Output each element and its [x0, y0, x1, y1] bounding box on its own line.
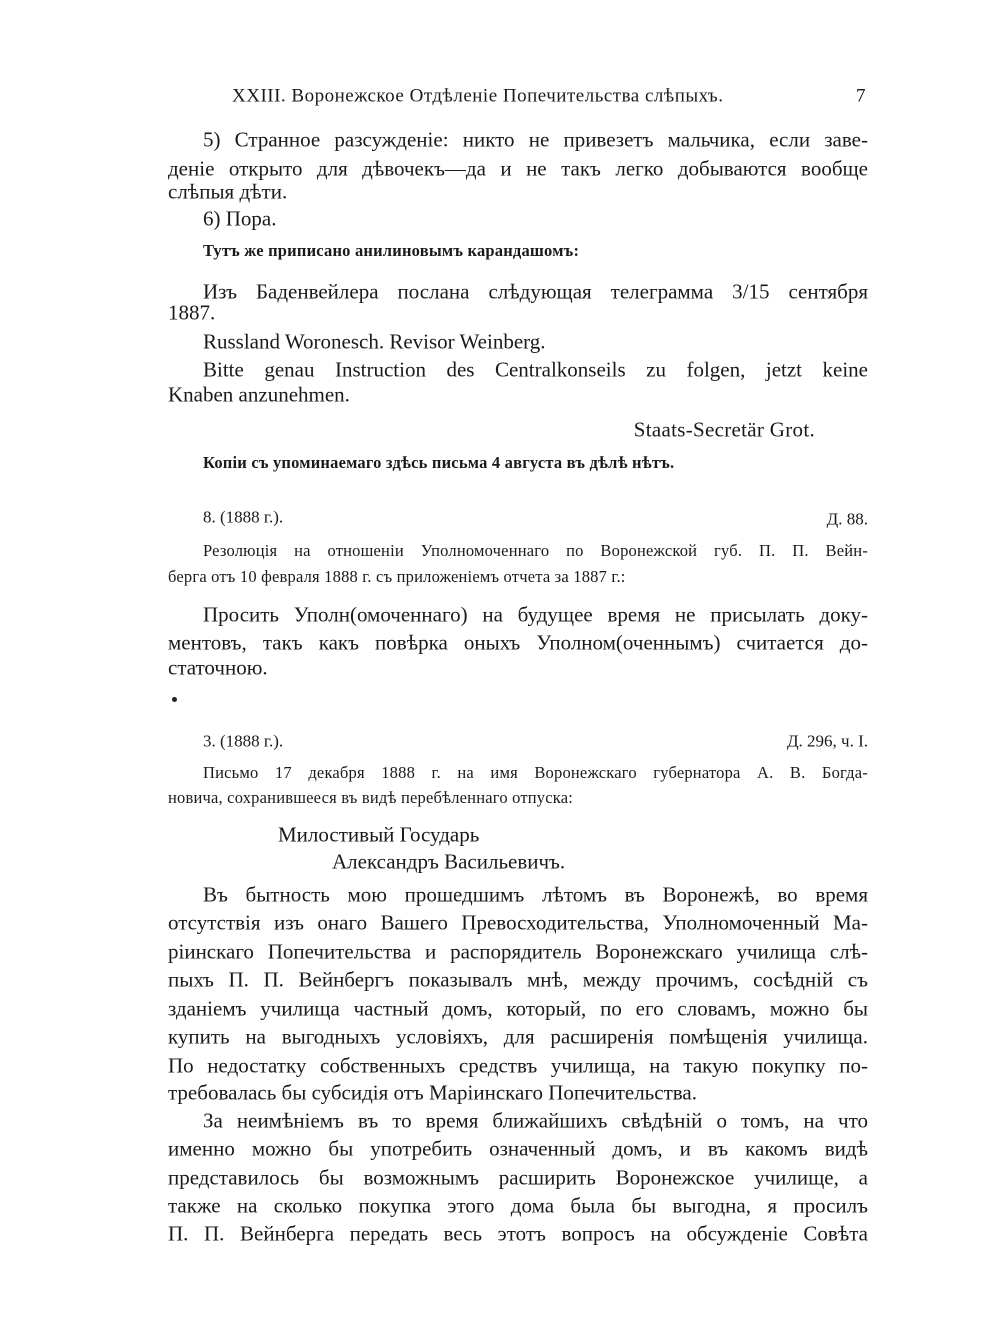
doc-description-line: новича, сохранившееся въ видѣ перебѣленнаго отпуска:: [168, 787, 574, 807]
telegram-intro-line: 1887.: [168, 300, 216, 325]
letter-line: купить на выгодныхъ условіяхъ, для расширенія помѣщенія училища.: [168, 1024, 868, 1049]
telegram-address: Russland Woronesch. Revisor Weinberg.: [203, 329, 546, 354]
salutation-line: Милостивый Государь: [278, 822, 480, 847]
letter-line: также на сколько покупка этого дома была бы выгодна, я просилъ: [168, 1193, 868, 1218]
letter-line: представилось бы возможнымъ расширить Воронежское училище, а: [168, 1165, 868, 1190]
note5-line: 5) Странное разсужденіе: никто не привезетъ мальчика, если заве-: [203, 127, 868, 152]
telegram-signature: Staats-Secretär Grot.: [633, 417, 815, 442]
letter-line: За неимѣніемъ въ то время ближайшихъ свѣдѣній о томъ, на что: [203, 1108, 868, 1133]
telegram-body-line: Knaben anzunehmen.: [168, 382, 350, 407]
salutation-line: Александръ Васильевичъ.: [332, 849, 566, 874]
ink-speck: [172, 697, 177, 702]
letter-line: именно можно бы употребить означенный домъ, и въ какомъ видѣ: [168, 1136, 868, 1161]
copies-note: Копіи съ упоминаемаго здѣсь письма 4 августа въ дѣлѣ нѣтъ.: [203, 452, 675, 472]
doc-number: 8. (1888 г.).: [203, 507, 284, 527]
letter-line: ріинскаго Попечительства и распорядитель Воронежскаго училища слѣ-: [168, 939, 868, 964]
doc-text-line: Просить Уполн(омоченнаго) на будущее время не присылать доку-: [203, 602, 868, 627]
note6: 6) Пора.: [203, 206, 277, 231]
letter-line: Въ бытность мою прошедшимъ лѣтомъ въ Воронежѣ, во время: [203, 882, 868, 907]
doc-description-line: Письмо 17 декабря 1888 г. на имя Воронежскаго губернатора А. В. Богда-: [203, 762, 868, 782]
doc-file-reference: Д. 296, ч. I.: [786, 731, 868, 751]
letter-line: П. П. Вейнберга передать весь этотъ вопросъ на обсужденіе Совѣта: [168, 1221, 868, 1246]
letter-line: По недостатку собственныхъ средствъ училища, на такую покупку по-: [168, 1053, 868, 1078]
letter-line: зданіемъ училища частный домъ, который, по его словамъ, можно бы: [168, 996, 868, 1021]
doc-description-line: Резолюція на отношеніи Уполномоченнаго по Воронежской губ. П. П. Вейн-: [203, 540, 868, 560]
doc-text-line: статочною.: [168, 655, 268, 680]
header-title: XXIII. Воронежское Отдѣленіе Попечительства слѣпыхъ.: [232, 85, 724, 107]
page-number: 7: [856, 85, 866, 107]
telegram-body-line: Bitte genau Instruction des Centralkonseils zu folgen, jetzt keine: [203, 357, 868, 382]
doc-description-line: берга отъ 10 февраля 1888 г. съ приложеніемъ отчета за 1887 г.:: [168, 566, 626, 586]
telegram-intro-line: Изъ Баденвейлера послана слѣдующая телеграмма 3/15 сентября: [203, 279, 868, 304]
letter-line: отсутствія изъ онаго Вашего Превосходительства, Уполномоченный Ма-: [168, 910, 868, 935]
doc-text-line: ментовъ, такъ какъ повѣрка оныхъ Уполном(оченнымъ) считается до-: [168, 630, 868, 655]
doc-file-reference: Д. 88.: [826, 509, 868, 529]
doc-number: 3. (1888 г.).: [203, 731, 284, 751]
pencil-note: Тутъ же приписано анилиновымъ карандашомъ:: [203, 240, 580, 260]
letter-line: требовалась бы субсидія отъ Маріинскаго Попечительства.: [168, 1080, 697, 1105]
note5-line: деніе открыто для дѣвочекъ—да и не такъ легко добываются вообще: [168, 156, 868, 181]
letter-line: пыхъ П. П. Вейнбергъ показывалъ мнѣ, между прочимъ, сосѣдній съ: [168, 967, 868, 992]
note5-line: слѣпыя дѣти.: [168, 179, 288, 204]
